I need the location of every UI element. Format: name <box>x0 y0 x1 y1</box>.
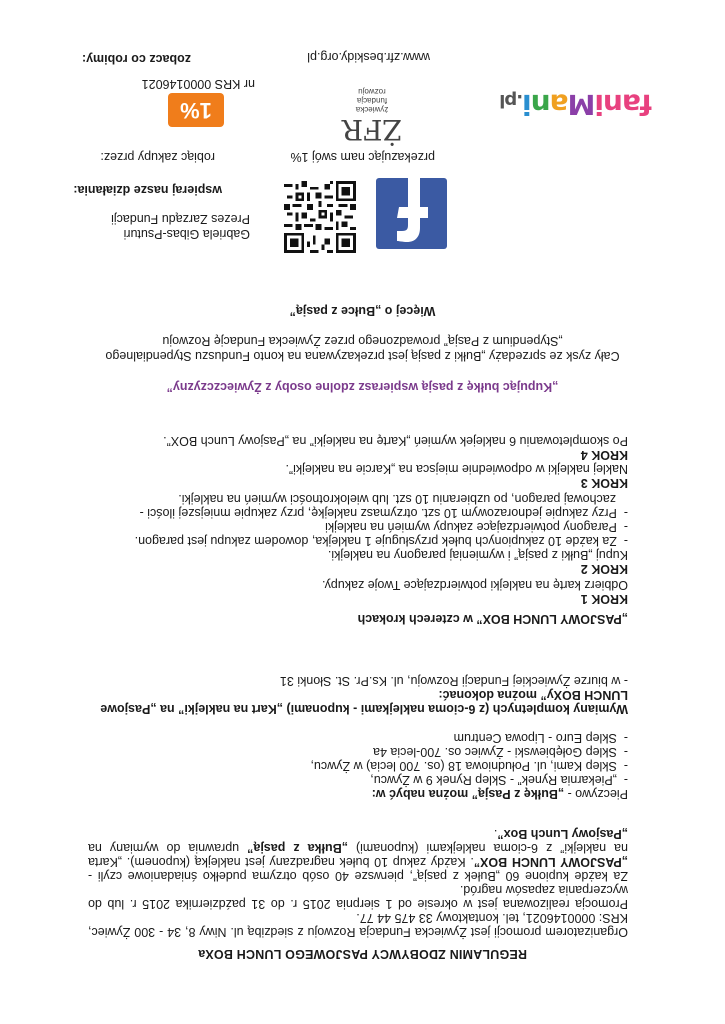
zfr-logo: ŻFR żywiecka fundacja rozwoju <box>342 87 402 146</box>
organizer-text: Organizatorem promocji jest Żywiecka Fundacja Rozwoju z siedzibą ul. Niwy 8, 34 - 300 Żywiec, KRS: 0000146021, tel. kontaktowy 33 475 44 77. <box>88 911 628 939</box>
shop-item: - Sklep Gołębiewski - Żywiec os. 700-lecia 4a <box>373 745 628 759</box>
one-percent-logo: 1% <box>168 93 224 127</box>
offer-bold-3: „Pasjowy Lunch Box” <box>497 827 628 841</box>
bread-lead-bold: „Bułkę z Pasją” można nabyć w: <box>371 787 565 801</box>
step-2-item: - Za każde 10 zakupionych bułek przysługuje 1 naklejka, dowodem zakupu jest paragon. <box>134 534 628 548</box>
exchange-heading: Wymiany kompletnych (z 6-cioma naklejkami - kuponami) „Kart na naklejki” na „Pasjowe LUNCH BOXy” można dokonać: <box>100 688 628 716</box>
signature-role: Prezes Zarządu Fundacji <box>111 212 250 226</box>
percent-note: przekazując nam swój 1% <box>290 150 435 164</box>
shop-item: - Sklep Euro - Lipowa Centrum <box>453 731 628 745</box>
shopping-text: robiąc zakupy przez: <box>100 150 215 164</box>
offer-text-end: . <box>493 827 498 841</box>
step-4-text: Po skompletowaniu 6 naklejek wymień „Kartę na naklejki” na „Pasjowy Lunch BOX”. <box>163 434 628 448</box>
facebook-icon[interactable] <box>376 178 447 249</box>
offer-text-2: . Każdy zakup 10 bułek nagradzany jest naklejką (kuponem). „Karta na naklejki” z 6-cioma naklejkami (kuponami) <box>88 841 628 869</box>
period-text: Promocja realizowana jest w okresie od 1 sierpnia 2015 r. do 31 października 2015 r. lub do wyczerpania zapasów nagród. <box>88 883 628 911</box>
support-title: wspieraj nasze działania: <box>73 183 222 197</box>
qr-code[interactable] <box>284 181 356 253</box>
exchange-section <box>88 674 628 716</box>
fanimani-logo[interactable]: faniMani.pl <box>500 88 652 121</box>
signature-name: Gabriela Gibas-Psuturi <box>123 227 250 241</box>
step-2-item: - Przy zakupie jednorazowym 10 szt. otrzymasz naklejkę, przy zakupie mniejszej ilości - zachowaj paragon, po uzbieraniu 10 szt. lub wielokrotności wymień na naklejki. <box>139 492 628 520</box>
step-4-label: KROK 4 <box>580 448 628 462</box>
shop-item: - „Piekarnia Rynek” - Sklep Rynek 9 w Żywcu, <box>370 773 628 787</box>
organizer-paragraph <box>88 827 628 939</box>
exchange-location: - w biurze Żywieckiej Fundacji Rozwoju, ul. Ks.Pr. St. Słonki 31 <box>279 674 628 688</box>
see-more-label: zobacz co robimy: <box>81 52 191 66</box>
step-1-label: KROK 1 <box>580 592 628 606</box>
callout-text: „Kupując bułkę z pasją wspierasz zdolne osoby z Żywieczczyzny” <box>166 380 559 394</box>
document-title: REGULAMIN ZDOBYWCY PASJOWEGO LUNCH BOXa <box>198 947 527 961</box>
shop-item: - Sklep Kami, ul. Południowa 18 (os. 700 lecia) w Żywcu, <box>310 759 628 773</box>
offer-text-1: Za każde kupione 60 „Bułek z pasją”, pierwsze 40 osób otrzyma pudełko śniadaniowe czyli - <box>88 869 628 883</box>
step-2-item: - Paragony potwierdzające zakupy wymień na naklejki <box>325 520 628 534</box>
step-2-label: KROK 2 <box>580 562 628 576</box>
where-to-buy <box>88 731 628 801</box>
step-3-label: KROK 3 <box>580 476 628 490</box>
offer-bold-2: „Bułka z pasją” <box>247 841 348 855</box>
more-title: Więcej o „Bułce z pasją” <box>289 304 436 318</box>
steps-title: „PASJOWY LUNCH BOX” w czterech krokach <box>357 612 628 626</box>
steps-section <box>88 434 628 606</box>
offer-text-3: uprawnia do wymiany na <box>88 841 248 855</box>
step-1-text: Odbierz kartę na naklejki potwierdzające Twoje zakupy. <box>322 578 628 592</box>
krs-number: nr KRS 0000146021 <box>141 77 255 91</box>
signature <box>50 211 250 241</box>
website-link[interactable]: www.zfr.beskidy.org.pl <box>307 50 430 64</box>
profit-line-2: „Stypendium z Pasją” prowadzonego przez Żywiecka Fundację Rozwoju <box>162 334 563 348</box>
step-2-text: Kupuj „Bułki z pasją” i wymieniaj paragony na naklejki. <box>327 548 628 562</box>
profit-line-1: Cały zysk ze sprzedaży „Bułki z pasją jest przekazywana na konto Funduszu Stypendialnego <box>105 349 620 363</box>
step-3-text: Naklej naklejki w odpowiednie miejsca na „Karcie na naklejki”. <box>285 462 628 476</box>
offer-bold-1: „PASJOWY LUNCH BOX” <box>473 855 628 869</box>
bread-lead: Pieczywo - <box>564 787 628 801</box>
